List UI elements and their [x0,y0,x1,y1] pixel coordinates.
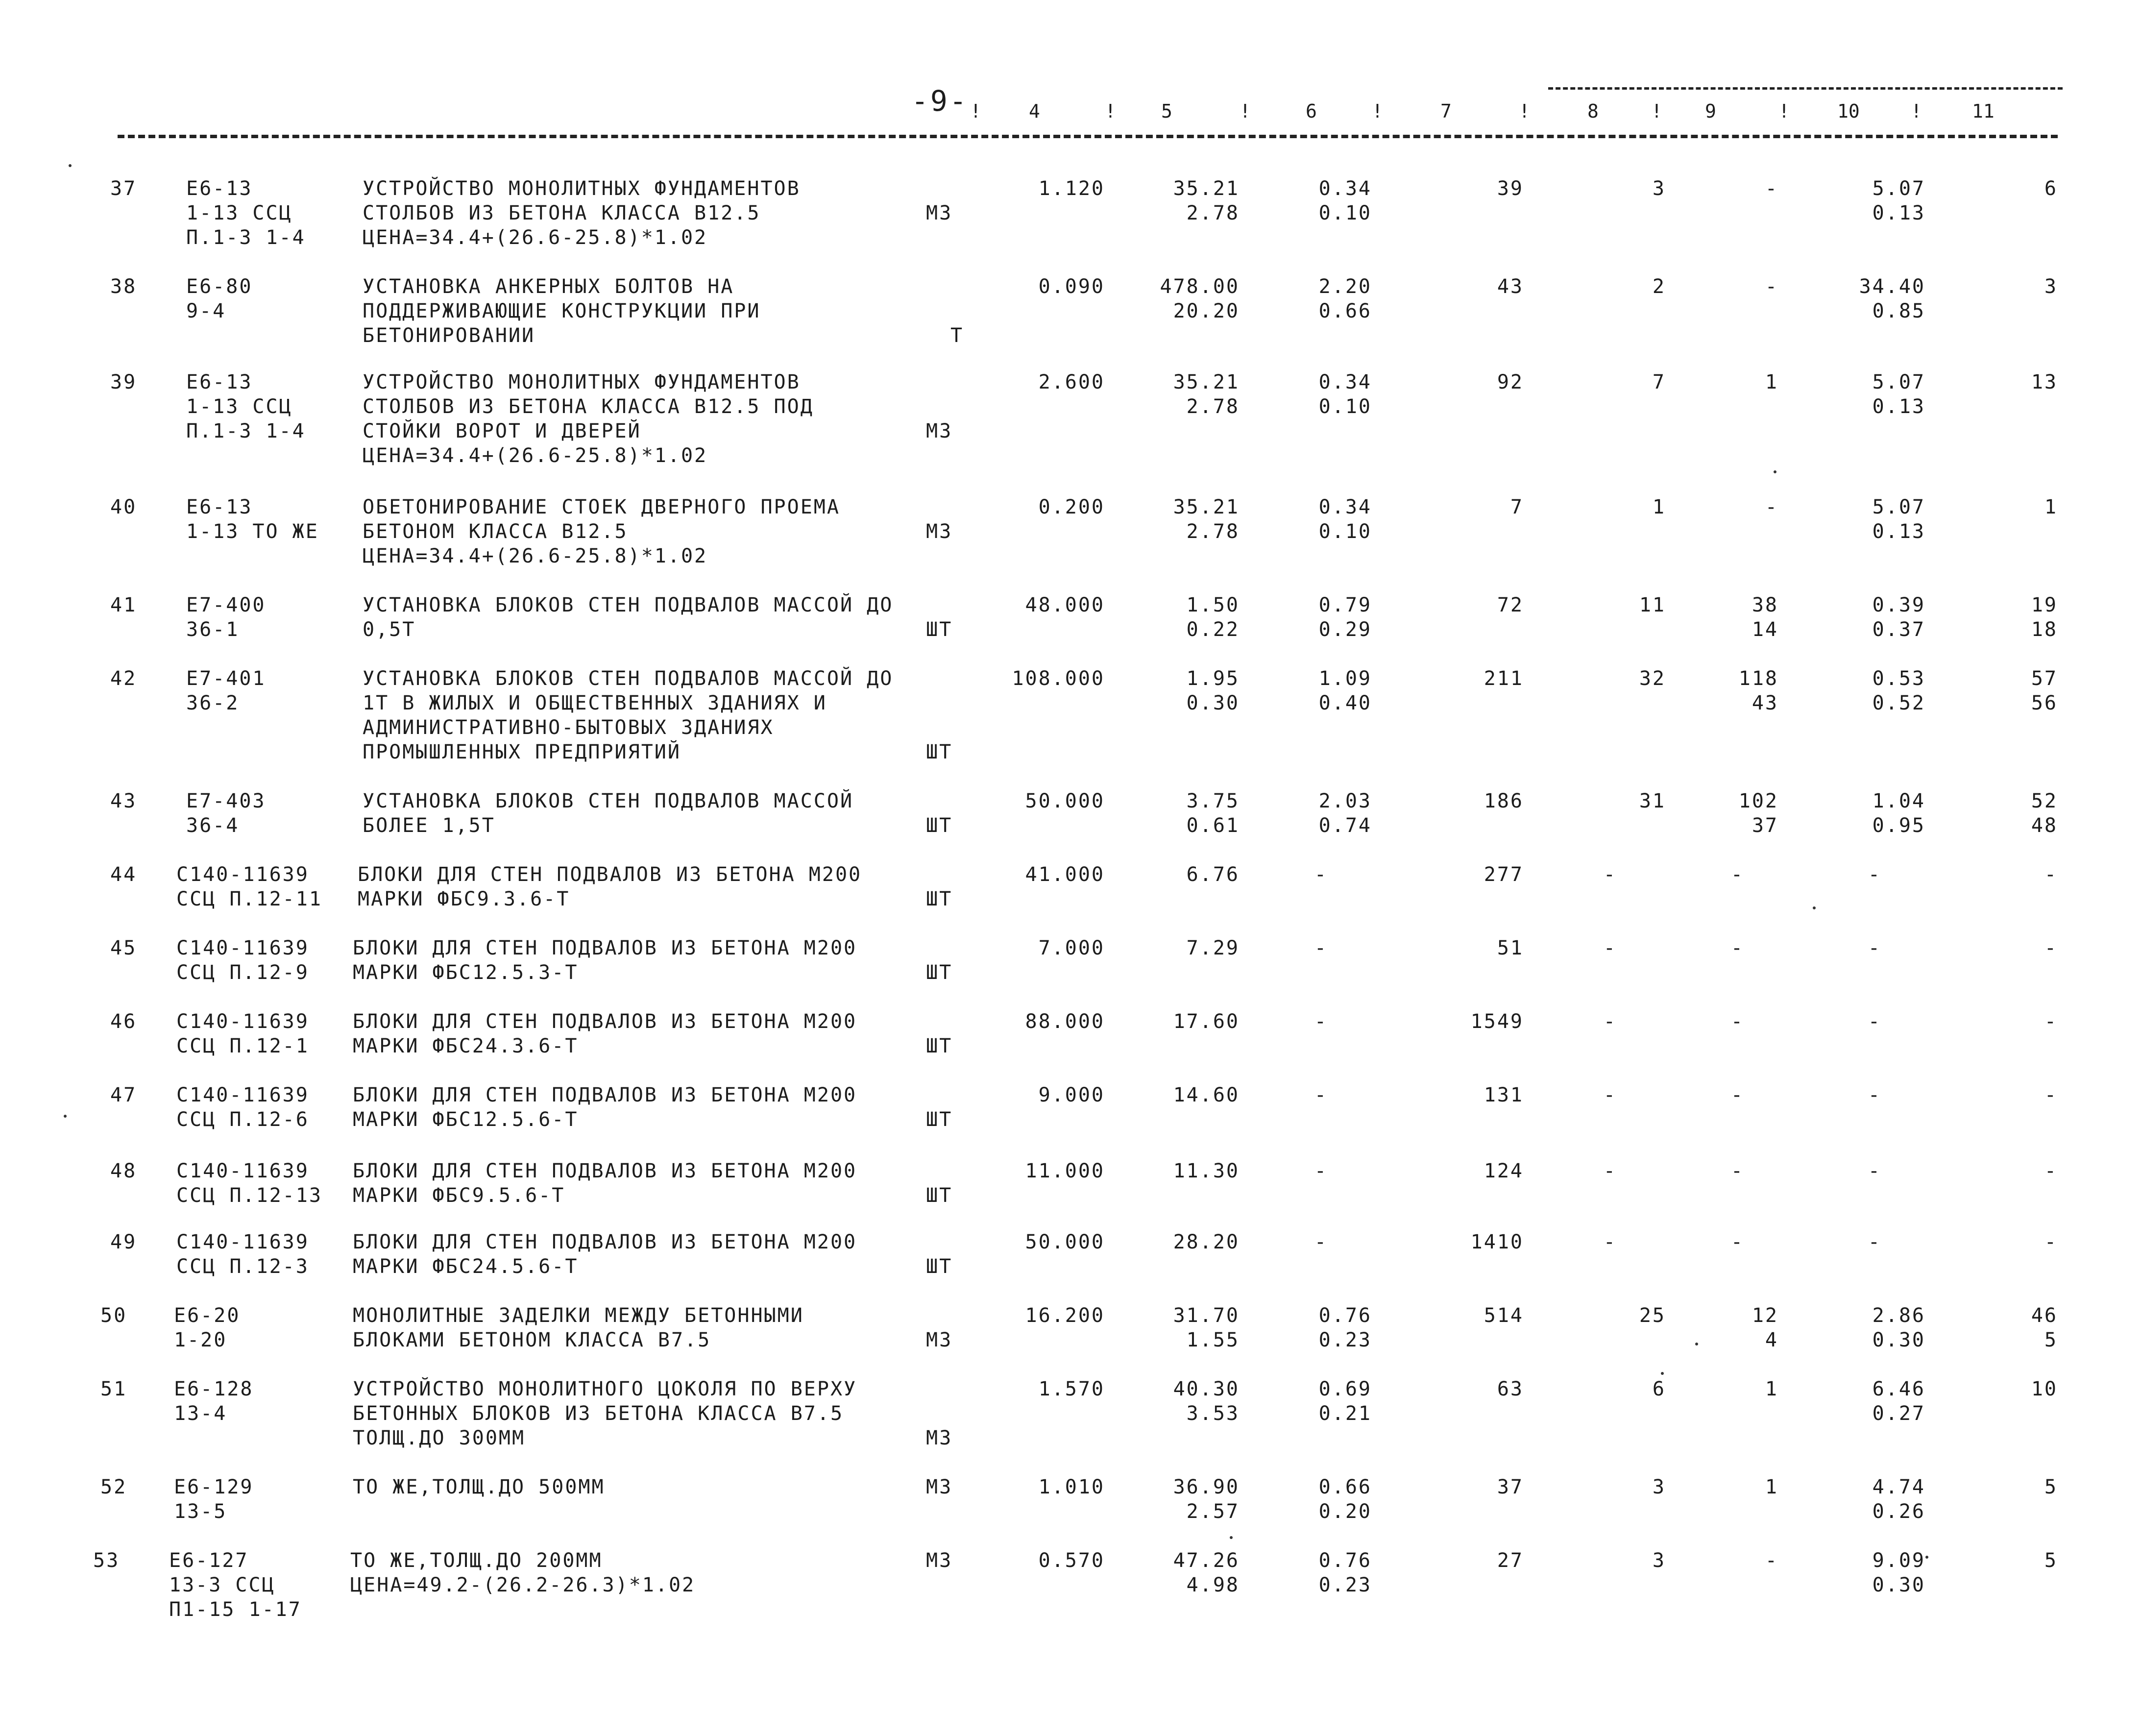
row-unit: ШТ [926,618,953,641]
row-col7: 63 [1497,1378,1524,1400]
row-number: 49 [110,1231,137,1253]
row-code: Е6-80 9-4 [186,275,253,322]
row-col4: 50.000 [1025,1231,1105,1253]
row-unit: Т [950,324,964,347]
row-col6: 2.03 0.74 [1318,790,1372,837]
row-col11: - [2044,937,2058,959]
row-col7: 7 [1510,496,1524,518]
row-col9: 38 14 [1752,594,1778,641]
row-description: УСТАНОВКА БЛОКОВ СТЕН ПОДВАЛОВ МАССОЙ ДО 0,5Т [363,594,894,641]
row-col6: 0.34 0.10 [1318,371,1372,418]
row-col5: 7.29 [1186,937,1240,959]
row-col9: 102 37 [1738,790,1778,837]
col-sep: ! [1778,100,1790,122]
row-col7: 92 [1497,371,1524,393]
row-col11: - [2044,1231,2058,1253]
row-unit: ШТ [926,741,953,763]
row-unit: ШТ [926,888,953,910]
row-col4: 48.000 [1025,594,1105,616]
row-col10: - [1868,863,1881,886]
row-col10: 0.39 0.37 [1872,594,1925,641]
row-col6: 1.09 0.40 [1318,667,1372,714]
row-col6: 0.34 0.10 [1318,177,1372,224]
row-col6: 0.76 0.23 [1318,1549,1372,1596]
row-col4: 2.600 [1038,371,1105,393]
col-header-5: 5 [1161,100,1172,122]
row-col5: 40.30 3.53 [1173,1378,1240,1425]
row-col10: 4.74 0.26 [1872,1476,1925,1523]
row-number: 53 [93,1549,120,1572]
row-col9: - [1765,496,1778,518]
row-col9: 12 4 [1752,1304,1778,1351]
row-col10: 5.07 0.13 [1872,177,1925,224]
row-col9: 1 [1765,1378,1778,1400]
row-number: 39 [110,371,137,393]
row-description: БЛОКИ ДЛЯ СТЕН ПОДВАЛОВ ИЗ БЕТОНА М200 МАРКИ ФБС9.3.6-Т [358,863,862,910]
row-code: С140-11639 ССЦ П.12-6 [176,1084,309,1131]
row-code: Е7-403 36-4 [186,790,266,837]
row-col6: 0.34 0.10 [1318,496,1372,543]
col-header-4: 4 [1029,100,1040,122]
row-col11: - [2044,1084,2058,1106]
row-col11: 57 56 [2031,667,2058,714]
row-col4: 0.200 [1038,496,1105,518]
row-col7: 514 [1484,1304,1524,1327]
row-col7: 277 [1484,863,1524,886]
row-code: С140-11639 ССЦ П.12-3 [176,1231,309,1278]
row-description: УСТРОЙСТВО МОНОЛИТНЫХ ФУНДАМЕНТОВ СТОЛБОВ ИЗ БЕТОНА КЛАССА В12.5 ЦЕНА=34.4+(26.6-25.8)*1.02 [363,177,801,249]
row-col6: 0.76 0.23 [1318,1304,1372,1351]
row-number: 42 [110,667,137,690]
row-col5: 6.76 [1186,863,1240,886]
row-col7: 39 [1497,177,1524,200]
row-col4: 0.570 [1038,1549,1105,1572]
row-description: УСТАНОВКА АНКЕРНЫХ БОЛТОВ НА ПОДДЕРЖИВАЮЩИЕ КОНСТРУКЦИИ ПРИ БЕТОНИРОВАНИИ [363,275,761,347]
row-col11: 1 [2044,496,2058,518]
row-col7: 37 [1497,1476,1524,1498]
row-col6: - [1314,1231,1328,1253]
row-col5: 11.30 [1173,1160,1240,1182]
row-col7: 72 [1497,594,1524,616]
row-col6: 2.20 0.66 [1318,275,1372,322]
row-number: 45 [110,937,137,959]
row-col8: 6 [1652,1378,1666,1400]
col-header-10: 10 [1837,100,1860,122]
row-code: С140-11639 ССЦ П.12-1 [176,1010,309,1057]
row-col5: 14.60 [1173,1084,1240,1106]
row-col8: 3 [1652,177,1666,200]
row-col7: 51 [1497,937,1524,959]
table-row [0,1377,2141,1470]
row-col5: 35.21 2.78 [1173,371,1240,418]
row-number: 43 [110,790,137,812]
row-col8: 31 [1639,790,1666,812]
row-code: Е6-127 13-3 ССЦ П1-15 1-17 [169,1549,302,1621]
row-code: Е7-400 36-1 [186,594,266,641]
row-col8: 1 [1652,496,1666,518]
row-col9: - [1730,1084,1744,1106]
row-unit: ШТ [926,1184,953,1207]
row-col6: - [1314,1010,1328,1033]
row-col9: - [1765,1549,1778,1572]
header-rule [118,135,2058,138]
row-col4: 11.000 [1025,1160,1105,1182]
row-code: С140-11639 ССЦ П.12-9 [176,937,309,984]
row-description: УСТАНОВКА БЛОКОВ СТЕН ПОДВАЛОВ МАССОЙ ДО 1Т В ЖИЛЫХ И ОБЩЕСТВЕННЫХ ЗДАНИЯХ И АДМИНИСТРАТИВНО-БЫТОВЫХ ЗДАНИЯХ ПРОМЫШЛЕННЫХ ПРЕДПРИЯТИЙ [363,667,894,763]
row-col8: 7 [1652,371,1666,393]
col-header-6: 6 [1306,100,1317,122]
row-col7: 27 [1497,1549,1524,1572]
row-description: УСТРОЙСТВО МОНОЛИТНЫХ ФУНДАМЕНТОВ СТОЛБОВ ИЗ БЕТОНА КЛАССА В12.5 ПОД СТОЙКИ ВОРОТ И ДВЕРЕЙ ЦЕНА=34.4+(26.6-25.8)*1.02 [363,371,814,467]
row-col9: - [1730,863,1744,886]
col-sep: ! [1372,100,1383,122]
row-col6: 0.79 0.29 [1318,594,1372,641]
row-col8: 2 [1652,275,1666,298]
row-col10: 9.09 0.30 [1872,1549,1925,1596]
row-col11: 5 [2044,1549,2058,1572]
row-code: Е6-129 13-5 [174,1476,254,1523]
row-col8: 11 [1639,594,1666,616]
col-sep: ! [1651,100,1662,122]
row-unit: ШТ [926,961,953,984]
col-header-8: 8 [1587,100,1599,122]
row-unit: М3 [926,1427,953,1449]
row-col8: - [1603,1010,1617,1033]
top-short-rule [1548,87,2063,90]
row-description: ТО ЖЕ,ТОЛЩ.ДО 500ММ [353,1476,605,1498]
row-col4: 1.120 [1038,177,1105,200]
row-code: С140-11639 ССЦ П.12-11 [176,863,322,910]
row-description: БЛОКИ ДЛЯ СТЕН ПОДВАЛОВ ИЗ БЕТОНА М200 МАРКИ ФБС9.5.6-Т [353,1160,857,1207]
row-number: 47 [110,1084,137,1106]
row-col10: 1.04 0.95 [1872,790,1925,837]
row-number: 48 [110,1160,137,1182]
row-number: 46 [110,1010,137,1033]
row-col6: - [1314,937,1328,959]
row-col6: - [1314,1084,1328,1106]
row-description: БЛОКИ ДЛЯ СТЕН ПОДВАЛОВ ИЗ БЕТОНА М200 МАРКИ ФБС24.5.6-Т [353,1231,857,1278]
row-col10: - [1868,1084,1881,1106]
row-col8: - [1603,1084,1617,1106]
row-description: БЛОКИ ДЛЯ СТЕН ПОДВАЛОВ ИЗ БЕТОНА М200 МАРКИ ФБС12.5.3-Т [353,937,857,984]
col-sep: ! [1519,100,1530,122]
row-col4: 50.000 [1025,790,1105,812]
row-description: ТО ЖЕ,ТОЛЩ.ДО 200ММ ЦЕНА=49.2-(26.2-26.3)*1.02 [350,1549,696,1596]
row-col7: 124 [1484,1160,1524,1182]
row-col4: 41.000 [1025,863,1105,886]
row-number: 40 [110,496,137,518]
row-code: С140-11639 ССЦ П.12-13 [176,1160,322,1207]
row-col8: - [1603,1160,1617,1182]
table-row [0,370,2141,467]
row-col11: 3 [2044,275,2058,298]
row-number: 41 [110,594,137,616]
row-code: Е6-128 13-4 [174,1378,254,1425]
row-number: 37 [110,177,137,200]
row-col9: - [1730,1010,1744,1033]
row-col9: - [1730,937,1744,959]
row-description: БЛОКИ ДЛЯ СТЕН ПОДВАЛОВ ИЗ БЕТОНА М200 МАРКИ ФБС12.5.6-Т [353,1084,857,1131]
row-col4: 16.200 [1025,1304,1105,1327]
row-unit: М3 [926,1329,953,1351]
row-description: УСТАНОВКА БЛОКОВ СТЕН ПОДВАЛОВ МАССОЙ БОЛЕЕ 1,5Т [363,790,854,837]
row-col7: 43 [1497,275,1524,298]
row-col9: 1 [1765,1476,1778,1498]
col-header-11: 11 [1972,100,1995,122]
table-row [0,666,2141,763]
row-col8: 25 [1639,1304,1666,1327]
row-col10: 5.07 0.13 [1872,371,1925,418]
row-col10: 0.53 0.52 [1872,667,1925,714]
row-unit: М3 [926,1549,953,1572]
row-number: 50 [100,1304,127,1327]
row-col10: 6.46 0.27 [1872,1378,1925,1425]
row-col4: 9.000 [1038,1084,1105,1106]
row-col9: 1 [1765,371,1778,393]
row-col4: 1.010 [1038,1476,1105,1498]
row-col8: 3 [1652,1549,1666,1572]
row-col8: 3 [1652,1476,1666,1498]
row-col8: - [1603,1231,1617,1253]
row-col4: 1.570 [1038,1378,1105,1400]
row-description: ОБЕТОНИРОВАНИЕ СТОЕК ДВЕРНОГО ПРОЕМА БЕТОНОМ КЛАССА В12.5 ЦЕНА=34.4+(26.6-25.8)*1.02 [363,496,840,567]
row-code: Е7-401 36-2 [186,667,266,714]
row-col4: 0.090 [1038,275,1105,298]
row-col11: 5 [2044,1476,2058,1498]
row-col5: 1.50 0.22 [1186,594,1240,641]
row-col10: 34.40 0.85 [1859,275,1925,322]
row-unit: М3 [926,1476,953,1498]
row-col5: 35.21 2.78 [1173,177,1240,224]
row-col4: 88.000 [1025,1010,1105,1033]
row-col4: 7.000 [1038,937,1105,959]
row-col10: - [1868,1010,1881,1033]
row-unit: ШТ [926,814,953,837]
row-col6: - [1314,863,1328,886]
row-col11: 46 5 [2031,1304,2058,1351]
row-col4: 108.000 [1012,667,1105,690]
row-code: Е6-20 1-20 [174,1304,241,1351]
row-description: УСТРОЙСТВО МОНОЛИТНОГО ЦОКОЛЯ ПО ВЕРХУ БЕТОННЫХ БЛОКОВ ИЗ БЕТОНА КЛАССА В7.5 ТОЛЩ.ДО 300ММ [353,1378,857,1449]
row-col11: - [2044,1160,2058,1182]
row-col10: 2.86 0.30 [1872,1304,1925,1351]
row-code: Е6-13 1-13 ССЦ П.1-3 1-4 [186,177,306,249]
row-col9: - [1765,177,1778,200]
row-col5: 17.60 [1173,1010,1240,1033]
row-col5: 3.75 0.61 [1186,790,1240,837]
row-col7: 186 [1484,790,1524,812]
page-number: -9- [911,84,969,118]
table-row [0,495,2141,588]
table-row [0,1548,2141,1641]
row-col11: 13 [2031,371,2058,393]
row-col7: 131 [1484,1084,1524,1106]
row-col11: 10 [2031,1378,2058,1400]
row-col5: 28.20 [1173,1231,1240,1253]
row-number: 38 [110,275,137,298]
row-unit: ШТ [926,1035,953,1057]
row-col6: - [1314,1160,1328,1182]
col-sep: ! [1240,100,1251,122]
row-col9: - [1730,1160,1744,1182]
row-col8: 32 [1639,667,1666,690]
row-unit: ШТ [926,1108,953,1131]
row-unit: М3 [926,520,953,543]
row-col6: 0.66 0.20 [1318,1476,1372,1523]
col-header-7: 7 [1440,100,1452,122]
row-col5: 1.95 0.30 [1186,667,1240,714]
row-code: Е6-13 1-13 ССЦ П.1-3 1-4 [186,371,306,442]
row-col9: - [1730,1231,1744,1253]
row-col7: 1549 [1470,1010,1524,1033]
row-unit: ШТ [926,1255,953,1278]
row-number: 51 [100,1378,127,1400]
row-col11: - [2044,1010,2058,1033]
row-col7: 1410 [1470,1231,1524,1253]
row-unit: М3 [926,420,953,442]
row-col10: - [1868,1160,1881,1182]
col-sep: ! [1105,100,1116,122]
row-col10: - [1868,937,1881,959]
row-col9: - [1765,275,1778,298]
row-col5: 31.70 1.55 [1173,1304,1240,1351]
row-col10: 5.07 0.13 [1872,496,1925,543]
row-description: БЛОКИ ДЛЯ СТЕН ПОДВАЛОВ ИЗ БЕТОНА М200 МАРКИ ФБС24.3.6-Т [353,1010,857,1057]
row-col10: - [1868,1231,1881,1253]
row-col5: 47.26 4.98 [1173,1549,1240,1596]
row-description: МОНОЛИТНЫЕ ЗАДЕЛКИ МЕЖДУ БЕТОННЫМИ БЛОКАМИ БЕТОНОМ КЛАССА В7.5 [353,1304,804,1351]
row-col11: 52 48 [2031,790,2058,837]
row-col5: 36.90 2.57 [1173,1476,1240,1523]
row-col7: 211 [1484,667,1524,690]
row-col11: 6 [2044,177,2058,200]
row-code: Е6-13 1-13 ТО ЖЕ [186,496,319,543]
col-sep: ! [970,100,981,122]
col-sep: ! [1911,100,1922,122]
row-col11: - [2044,863,2058,886]
row-col11: 19 18 [2031,594,2058,641]
row-unit: М3 [926,202,953,224]
row-number: 44 [110,863,137,886]
row-col6: 0.69 0.21 [1318,1378,1372,1425]
row-col8: - [1603,863,1617,886]
row-number: 52 [100,1476,127,1498]
table-row [0,176,2141,269]
col-header-9: 9 [1705,100,1716,122]
row-col5: 478.00 20.20 [1160,275,1240,322]
table-row [0,274,2141,367]
row-col9: 118 43 [1738,667,1778,714]
row-col5: 35.21 2.78 [1173,496,1240,543]
row-col8: - [1603,937,1617,959]
